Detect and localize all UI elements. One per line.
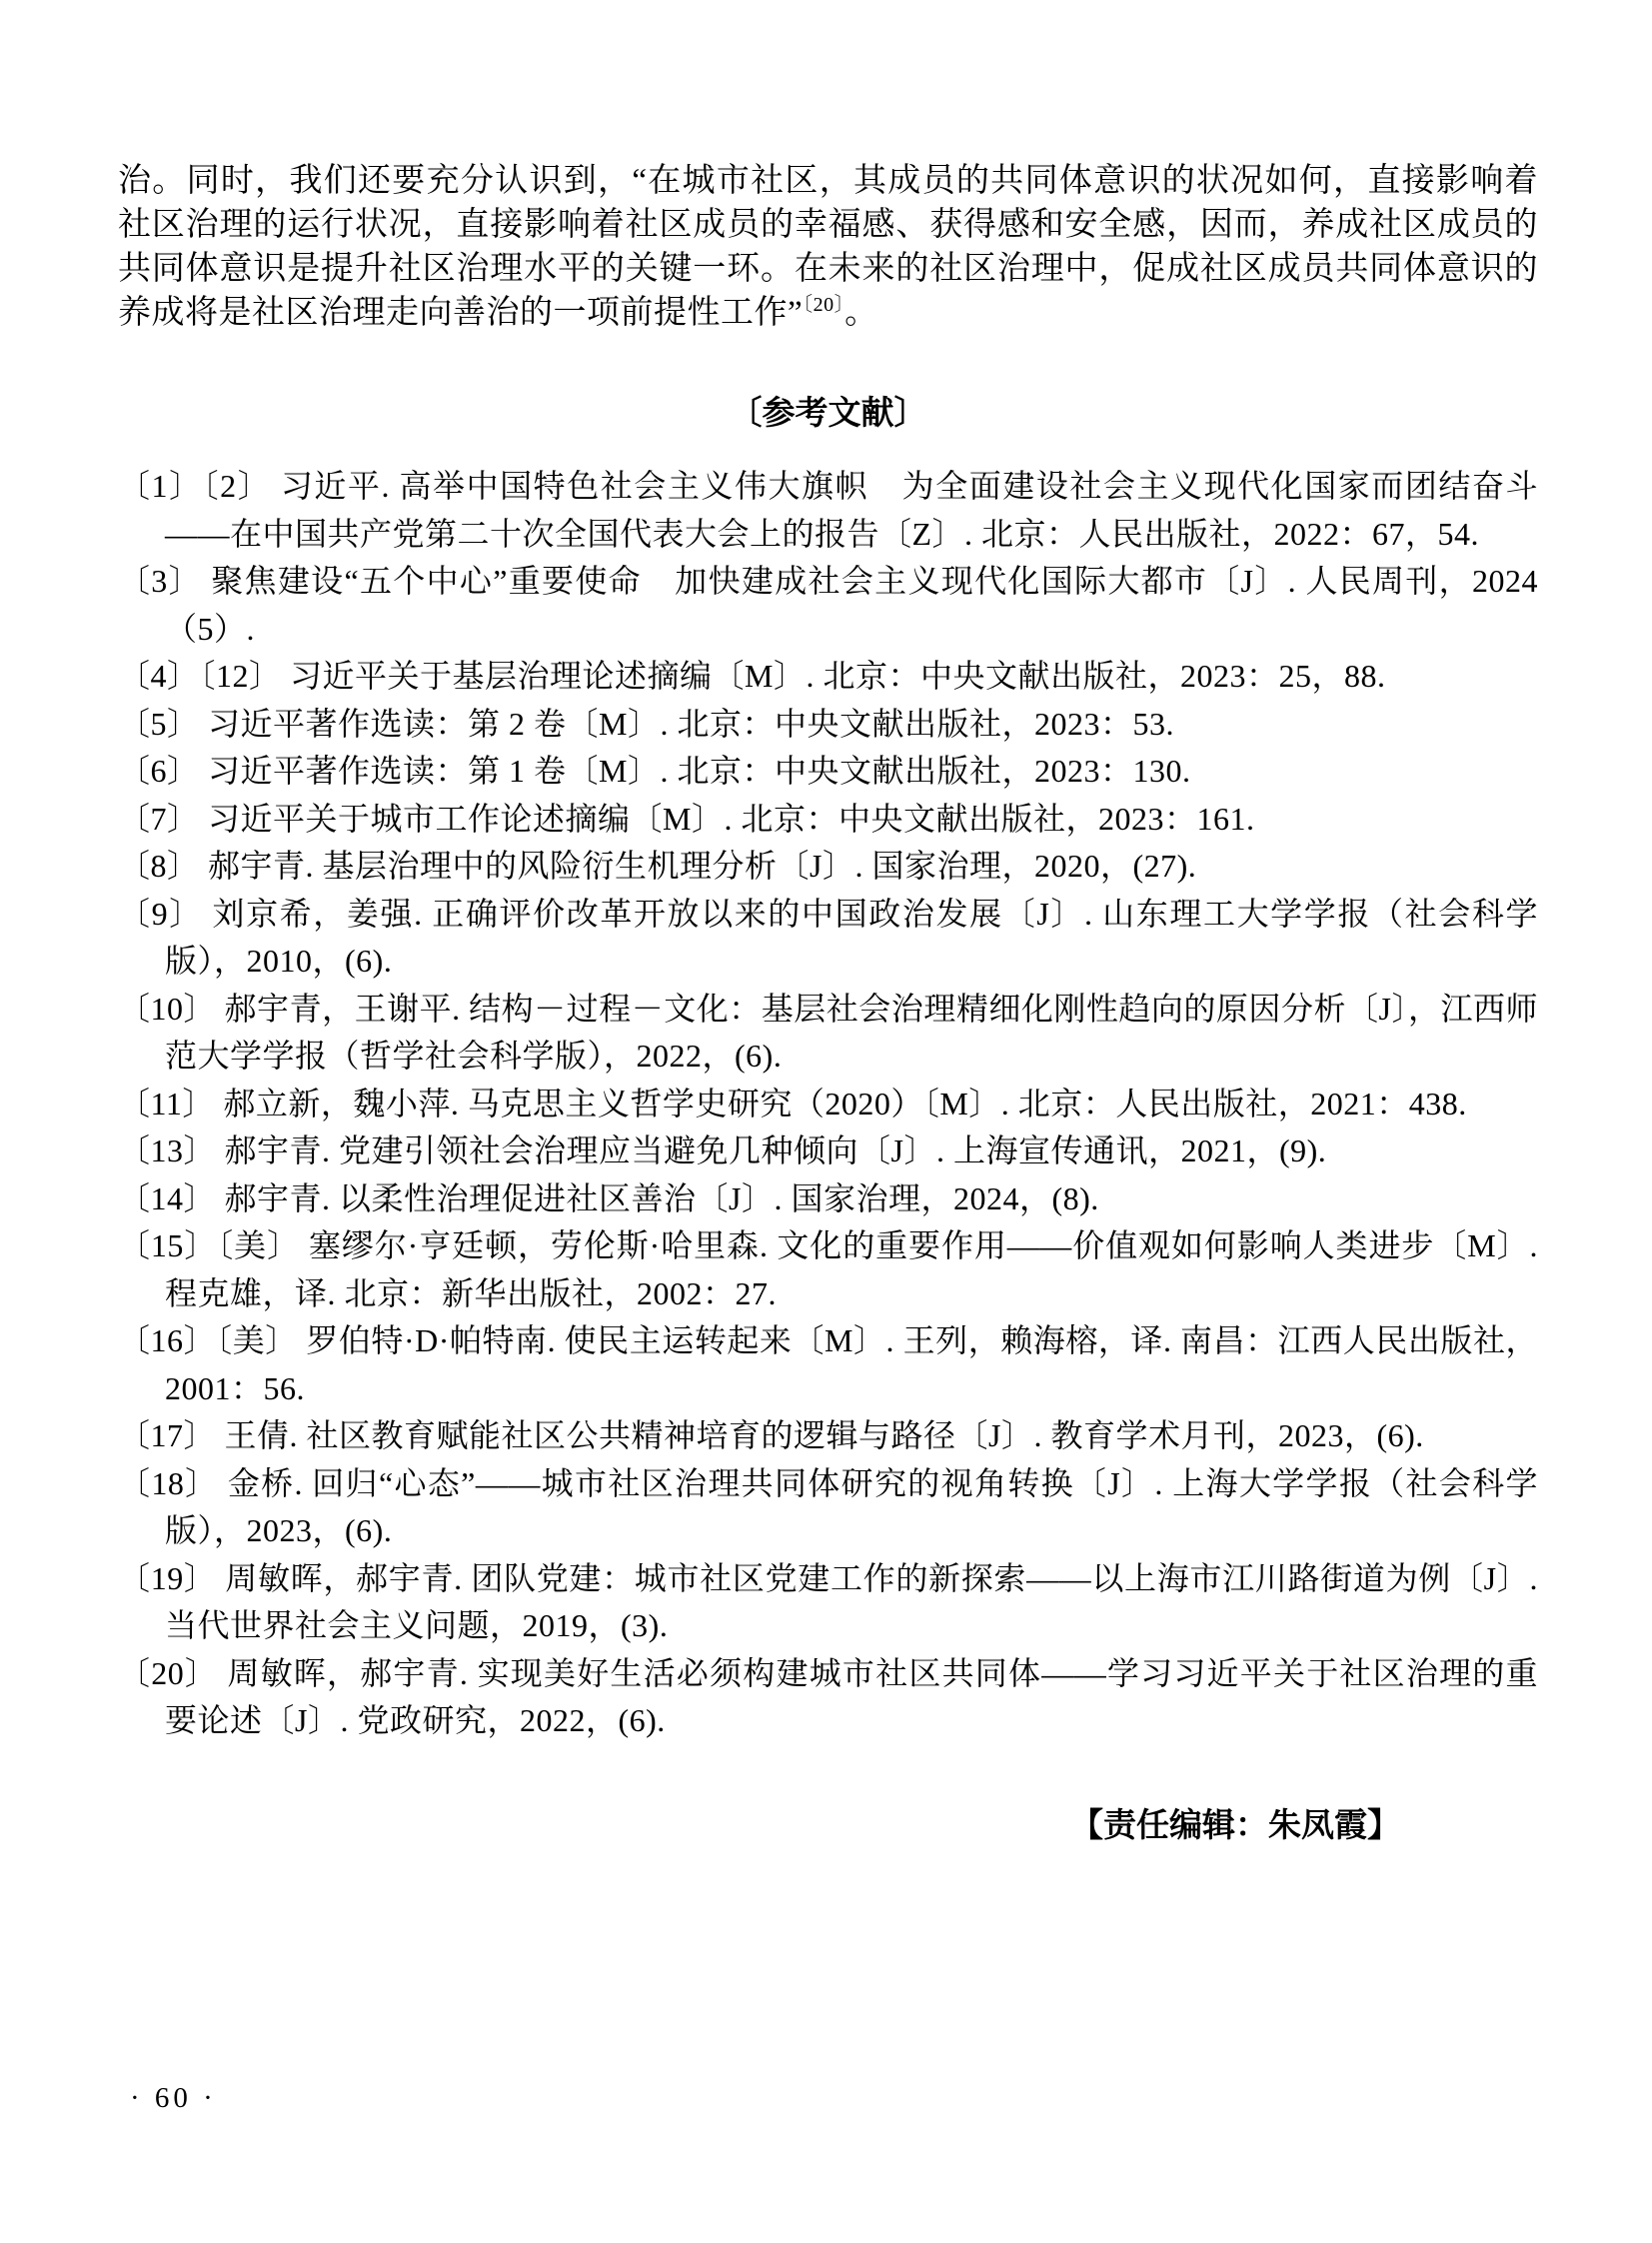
reference-item: 〔13〕 郝宇青. 党建引领社会治理应当避免几种倾向〔J〕. 上海宣传通讯，2021，(9). [118,1132,1327,1168]
page-number: · 60 · [130,2082,217,2114]
reference-item: 〔20〕 周敏晖，郝宇青. 实现美好生活必须构建城市社区共同体——学习习近平关于社区治理的重要论述〔J〕. 党政研究，2022，(6). [118,1654,1538,1738]
reference-item: 〔5〕 习近平著作选读：第 2 卷〔M〕. 北京：中央文献出版社，2023：53. [118,705,1174,742]
reference-item: 〔9〕 刘京希，姜强. 正确评价改革开放以来的中国政治发展〔J〕. 山东理工大学学报（社会科学版），2010，(6). [118,895,1538,979]
reference-item: 〔1〕〔2〕 习近平. 高举中国特色社会主义伟大旗帜 为全面建设社会主义现代化国家而团结奋斗——在中国共产党第二十次全国代表大会上的报告〔Z〕. 北京：人民出版社，2022：67，54. [118,468,1538,552]
body-paragraph [118,159,1538,335]
reference-item: 〔10〕 郝宇青，王谢平. 结构－过程－文化：基层社会治理精细化刚性趋向的原因分析〔J〕，江西师范大学学报（哲学社会科学版），2022，(6). [118,990,1538,1074]
reference-item: 〔19〕 周敏晖，郝宇青. 团队党建：城市社区党建工作的新探索——以上海市江川路街道为例〔J〕. 当代世界社会主义问题，2019，(3). [118,1559,1538,1643]
reference-item: 〔18〕 金桥. 回归“心态”——城市社区治理共同体研究的视角转换〔J〕. 上海大学学报（社会科学版），2023，(6). [118,1464,1538,1548]
reference-item: 〔6〕 习近平著作选读：第 1 卷〔M〕. 北京：中央文献出版社，2023：130. [118,753,1191,789]
references-list [118,463,1538,1745]
citation-superscript: 〔20〕 [803,294,845,316]
body-paragraph-closing: 。 [844,295,878,331]
reference-item: 〔4〕〔12〕 习近平关于基层治理论述摘编〔M〕. 北京：中央文献出版社，2023：25，88. [118,658,1386,694]
body-paragraph-text: 治。同时，我们还要充分认识到，“在城市社区，其成员的共同体意识的状况如何，直接影响着社区治理的运行状况，直接影响着社区成员的幸福感、获得感和安全感，因而，养成社区成员的共同体意识是提升社区治理水平的关键一环。在未来的社区治理中，促成社区成员共同体意识的养成将是社区治理走向善治的一项前提性工作” [118,163,1538,331]
reference-item: 〔14〕 郝宇青. 以柔性治理促进社区善治〔J〕. 国家治理，2024，(8). [118,1179,1099,1216]
page-content [118,126,1538,1847]
references-heading: 〔参考文献〕 [729,394,927,431]
reference-item: 〔17〕 王倩. 社区教育赋能社区公共精神培育的逻辑与路径〔J〕. 教育学术月刊，2023，(6). [118,1417,1424,1453]
reference-item: 〔3〕 聚焦建设“五个中心”重要使命 加快建成社会主义现代化国际大都市〔J〕. 人民周刊，2024（5）. [118,563,1538,647]
reference-item: 〔8〕 郝宇青. 基层治理中的风险衍生机理分析〔J〕. 国家治理，2020，(27). [118,848,1197,884]
responsible-editor-note: 【责任编辑：朱凤霞】 [1070,1805,1400,1843]
reference-item: 〔15〕〔美〕 塞缪尔·亨廷顿，劳伦斯·哈里森. 文化的重要作用——价值观如何影响人类进步〔M〕. 程克雄，译. 北京：新华出版社，2002：27. [118,1227,1538,1311]
reference-item: 〔7〕 习近平关于城市工作论述摘编〔M〕. 北京：中央文献出版社，2023：161. [118,800,1255,837]
reference-item: 〔16〕〔美〕 罗伯特·D·帕特南. 使民主运转起来〔M〕. 王列，赖海榕，译. 南昌：江西人民出版社，2001：56. [118,1322,1538,1406]
reference-item: 〔11〕 郝立新，魏小萍. 马克思主义哲学史研究（2020）〔M〕. 北京：人民出版社，2021：438. [118,1085,1467,1122]
